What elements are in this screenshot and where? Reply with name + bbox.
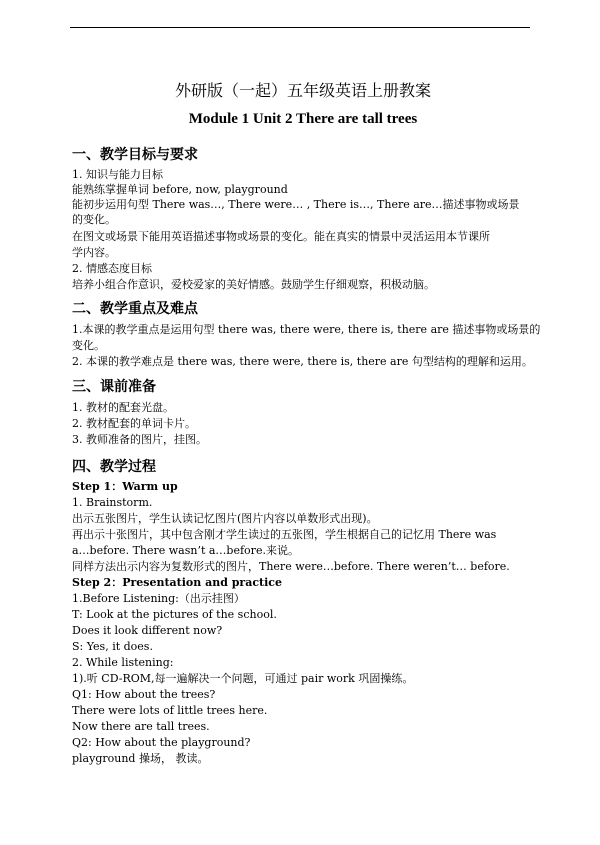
text-line: 1.本课的教学重点是运用句型 there was, there were, there is, there are 描述事物或场景的	[72, 323, 541, 336]
text-line: 出示五张图片，学生认读记忆图片(图片内容以单数形式出现)。	[72, 512, 378, 525]
text-line: a…before. There wasn’t a…before.来说。	[72, 544, 299, 557]
text-line: 1.Before Listening:（出示挂图）	[72, 592, 245, 605]
text-line: S: Yes, it does.	[72, 640, 153, 653]
text-line: 2. 情感态度目标	[72, 262, 152, 275]
text-line: 的变化。	[72, 213, 116, 226]
text-line: Q2: How about the playground?	[72, 736, 251, 749]
text-line: 1).听 CD-ROM,每一遍解决一个问题，可通过 pair work 巩固操练。	[72, 672, 414, 685]
text-line: 在图文或场景下能用英语描述事物或场景的变化。能在真实的情景中灵活运用本节课所	[72, 230, 490, 243]
text-line: 2. 教材配套的单词卡片。	[72, 417, 196, 430]
text-line: Now there are tall trees.	[72, 720, 210, 733]
text-line: 能熟练掌握单词 before, now, playground	[72, 183, 288, 196]
text-line: 再出示十张图片，其中包含刚才学生读过的五张图，学生根据自己的记忆用 There was	[72, 528, 497, 541]
text-line: 学内容。	[72, 246, 116, 259]
text-line: 3. 教师准备的图片，挂图。	[72, 433, 207, 446]
section-heading: 三、课前准备	[72, 379, 156, 395]
text-line: 同样方法出示内容为复数形式的图片，There were…before. There weren’t… before.	[72, 560, 510, 573]
text-line: playground 操场， 教读。	[72, 752, 209, 765]
text-line: Q1: How about the trees?	[72, 688, 216, 701]
text-line: 2. 本课的教学难点是 there was, there were, there is, there are 句型结构的理解和运用。	[72, 355, 533, 368]
section-heading: 四、教学过程	[72, 459, 156, 475]
text-line: 1. 知识与能力目标	[72, 168, 163, 181]
text-line: 1. 教材的配套光盘。	[72, 401, 174, 414]
document-subtitle: Module 1 Unit 2 There are tall trees	[188, 111, 418, 127]
text-line: 变化。	[72, 339, 105, 352]
step-heading: Step 1：Warm up	[72, 480, 178, 493]
text-line: Does it look different now?	[72, 624, 223, 637]
section-heading: 二、教学重点及难点	[72, 301, 198, 317]
text-line: T: Look at the pictures of the school.	[72, 608, 277, 621]
text-line: There were lots of little trees here.	[72, 704, 268, 717]
document-title: 外研版（一起）五年级英语上册教案	[174, 81, 431, 100]
header-rule	[70, 27, 530, 28]
text-line: 2. While listening:	[72, 656, 174, 669]
section-heading: 一、教学目标与要求	[72, 147, 198, 163]
text-line: 1. Brainstorm.	[72, 496, 153, 509]
text-line: 培养小组合作意识，爱校爱家的美好情感。鼓励学生仔细观察，积极动脑。	[72, 278, 435, 291]
text-line: 能初步运用句型 There was…, There were… , There is…, There are…描述事物或场景	[72, 198, 520, 211]
step-heading: Step 2：Presentation and practice	[72, 576, 282, 589]
